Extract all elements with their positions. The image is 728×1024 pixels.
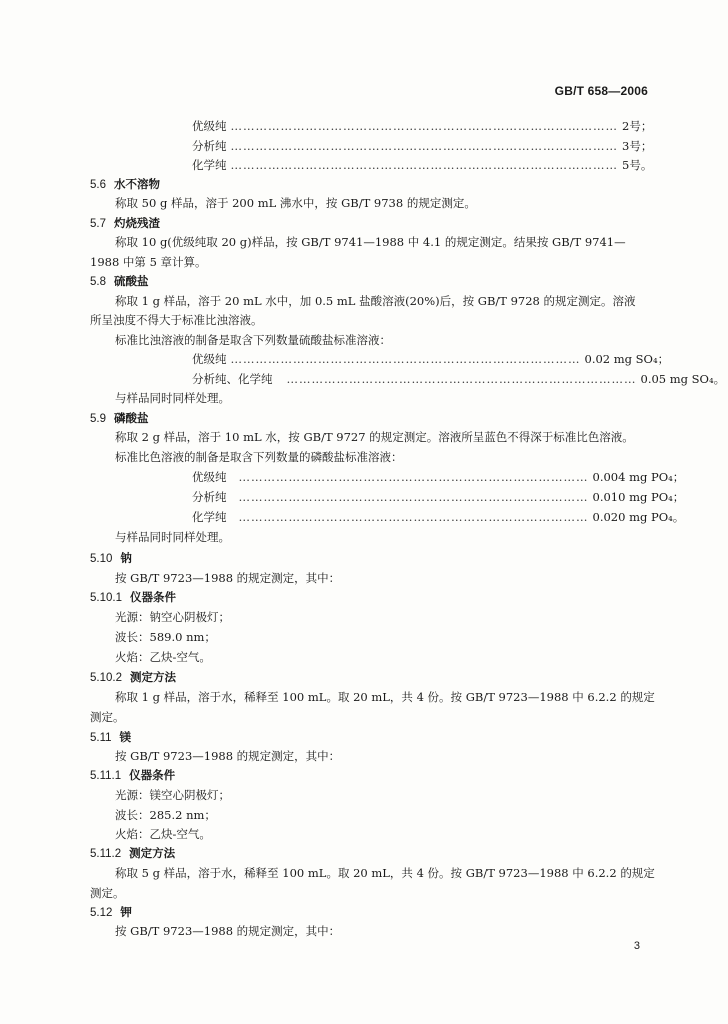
subsection-heading-5-10-2 xyxy=(90,668,176,687)
leader-dots: ………………………………………………………………………………… xyxy=(230,119,618,133)
section-title: 钾 xyxy=(120,905,132,919)
instrument-line: 波长：589.0 nm； xyxy=(115,630,216,644)
leader-dots: ………………………………………………………………………………… xyxy=(230,158,618,172)
paragraph: 与样品同时同样处理。 xyxy=(115,530,230,544)
subsection-heading-5-10-1 xyxy=(90,588,176,607)
paragraph: 按 GB/T 9723—1988 的规定测定，其中： xyxy=(115,749,341,763)
grade-item-1 xyxy=(192,117,653,135)
grade-value: 0.02 mg SO₄； xyxy=(584,352,670,366)
grade-label: 分析纯 xyxy=(192,139,227,153)
grade-value: 2号； xyxy=(622,119,653,133)
section-title: 灼烧残渣 xyxy=(114,216,160,230)
grade-value: 0.010 mg PO₄； xyxy=(592,490,685,504)
instrument-line: 火焰：乙炔-空气。 xyxy=(115,650,211,664)
paragraph: 称取 10 g(优级纯取 20 g)样品，按 GB/T 9741—1988 中 4.1 的规定测定。结果按 GB/T 9741— xyxy=(115,235,626,249)
paragraph: 与样品同时同样处理。 xyxy=(115,391,230,405)
section-number: 5.9 xyxy=(90,413,106,425)
sulfate-item-2 xyxy=(192,370,726,388)
grade-value: 0.004 mg PO₄； xyxy=(592,470,685,484)
section-title: 仪器条件 xyxy=(129,590,176,604)
section-number: 5.7 xyxy=(90,218,106,230)
grade-label: 优级纯 xyxy=(192,352,227,366)
section-title: 钠 xyxy=(120,551,132,565)
section-number: 5.12 xyxy=(90,907,113,919)
section-heading-5-6 xyxy=(90,175,160,194)
grade-value: 0.05 mg SO₄。 xyxy=(640,372,726,386)
paragraph-continued: 测定。 xyxy=(90,710,125,724)
paragraph: 称取 1 g 样品，溶于水，稀释至 100 mL。取 20 mL，共 4 份。按 GB/T 9723—1988 中 6.2.2 的规定 xyxy=(115,690,655,704)
grade-label: 分析纯 xyxy=(192,490,227,504)
grade-value: 5号。 xyxy=(622,158,653,172)
paragraph: 标准比浊溶液的制备是取含下列数量硫酸盐标准溶液： xyxy=(115,333,391,347)
leader-dots: ………………………………………………………………………… xyxy=(230,352,581,366)
phosphate-item-2 xyxy=(192,488,685,506)
subsection-heading-5-11-2 xyxy=(90,844,175,863)
section-title: 水不溶物 xyxy=(114,177,160,191)
section-number: 5.6 xyxy=(90,179,106,191)
grade-item-3 xyxy=(192,156,653,174)
section-title: 测定方法 xyxy=(129,670,176,684)
section-number: 5.11 xyxy=(90,732,112,744)
grade-item-2 xyxy=(192,137,653,155)
section-number: 5.11.1 xyxy=(90,770,122,782)
paragraph: 称取 2 g 样品，溶于 10 mL 水，按 GB/T 9727 的规定测定。溶液所呈蓝色不得深于标准比色溶液。 xyxy=(115,430,634,444)
leader-dots: ………………………………………………………………………… xyxy=(238,490,589,504)
leader-dots: ………………………………………………………………………… xyxy=(238,510,589,524)
section-title: 硫酸盐 xyxy=(114,274,149,288)
leader-dots: ………………………………………………………………………… xyxy=(286,372,637,386)
paragraph: 标准比色溶液的制备是取含下列数量的磷酸盐标准溶液： xyxy=(115,450,403,464)
section-title: 镁 xyxy=(119,730,132,744)
phosphate-item-3 xyxy=(192,508,685,526)
section-heading-5-8 xyxy=(90,272,149,291)
section-heading-5-7 xyxy=(90,214,160,233)
section-title: 磷酸盐 xyxy=(114,411,149,425)
leader-dots: ………………………………………………………………………… xyxy=(238,470,589,484)
subsection-heading-5-11-1 xyxy=(90,766,175,785)
section-number: 5.10.2 xyxy=(90,672,122,684)
sulfate-item-1 xyxy=(192,350,670,368)
paragraph: 称取 50 g 样品，溶于 200 mL 沸水中，按 GB/T 9738 的规定测定。 xyxy=(115,196,476,210)
grade-label: 化学纯 xyxy=(192,158,227,172)
standard-number: GB/T 658—2006 xyxy=(554,84,648,98)
page-number: 3 xyxy=(633,940,640,952)
grade-label: 分析纯、化学纯 xyxy=(192,372,273,386)
section-heading-5-10 xyxy=(90,549,132,568)
paragraph: 称取 5 g 样品，溶于水，稀释至 100 mL。取 20 mL，共 4 份。按 GB/T 9723—1988 中 6.2.2 的规定 xyxy=(115,866,655,880)
leader-dots: ………………………………………………………………………………… xyxy=(230,139,618,153)
section-heading-5-9 xyxy=(90,409,149,428)
paragraph: 称取 1 g 样品，溶于 20 mL 水中，加 0.5 mL 盐酸溶液(20%)后，按 GB/T 9728 的规定测定。溶液 xyxy=(115,294,636,308)
grade-label: 化学纯 xyxy=(192,510,227,524)
grade-label: 优级纯 xyxy=(192,119,227,133)
section-number: 5.8 xyxy=(90,276,106,288)
section-heading-5-12 xyxy=(90,903,132,922)
section-title: 测定方法 xyxy=(129,846,176,860)
instrument-line: 光源：镁空心阴极灯； xyxy=(115,788,230,802)
paragraph-continued: 所呈浊度不得大于标准比浊溶液。 xyxy=(90,313,263,327)
paragraph-continued: 测定。 xyxy=(90,886,125,900)
section-title: 仪器条件 xyxy=(129,768,176,782)
section-number: 5.10 xyxy=(90,553,113,565)
phosphate-item-1 xyxy=(192,468,685,486)
section-number: 5.10.1 xyxy=(90,592,122,604)
grade-value: 0.020 mg PO₄。 xyxy=(592,510,685,524)
grade-label: 优级纯 xyxy=(192,470,227,484)
section-number: 5.11.2 xyxy=(90,848,122,860)
paragraph: 按 GB/T 9723—1988 的规定测定，其中： xyxy=(115,571,341,585)
paragraph-continued: 1988 中第 5 章计算。 xyxy=(90,255,207,269)
section-heading-5-11 xyxy=(90,728,131,747)
instrument-line: 波长：285.2 nm； xyxy=(115,808,216,822)
grade-value: 3号； xyxy=(622,139,653,153)
paragraph: 按 GB/T 9723—1988 的规定测定，其中： xyxy=(115,924,341,938)
instrument-line: 火焰：乙炔-空气。 xyxy=(115,827,211,841)
instrument-line: 光源：钠空心阴极灯； xyxy=(115,610,230,624)
